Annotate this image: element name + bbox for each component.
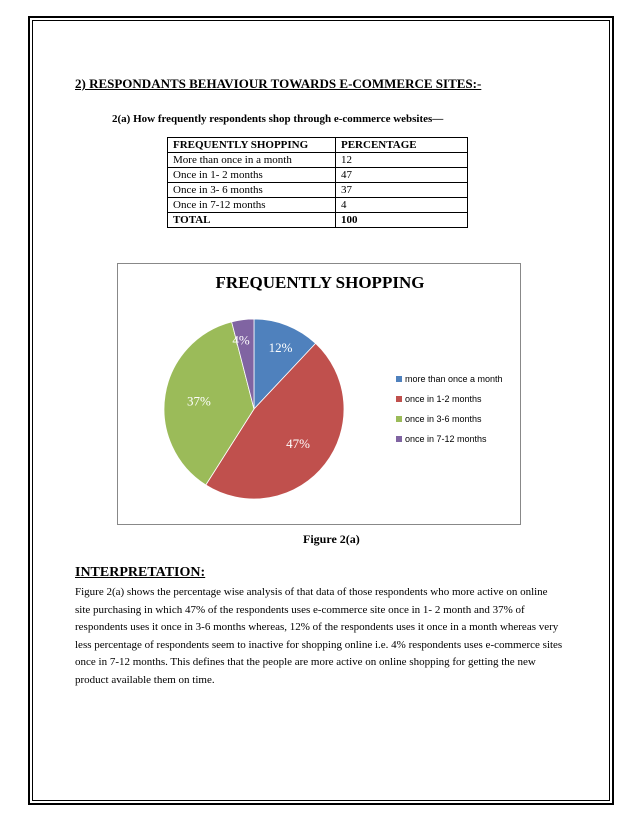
figure-caption: Figure 2(a) (303, 532, 360, 546)
legend-label: once in 7-12 months (405, 434, 487, 444)
table-row (168, 198, 468, 213)
table-cell: TOTAL (168, 213, 336, 228)
table-row (168, 153, 468, 168)
table-cell: 100 (336, 213, 468, 228)
table-cell: Once in 3- 6 months (168, 183, 336, 198)
table-header-cell: FREQUENTLY SHOPPING (168, 138, 336, 153)
section-heading: 2) RESPONDANTS BEHAVIOUR TOWARDS E-COMMERCE SITES:- (75, 76, 482, 91)
table-row (168, 168, 468, 183)
table-header-row (168, 138, 468, 153)
table-cell: Once in 7-12 months (168, 198, 336, 213)
frequency-table (167, 137, 468, 228)
table-row (168, 183, 468, 198)
pie-chart (118, 264, 520, 524)
legend-swatch (396, 436, 402, 442)
slice-data-label: 12% (268, 340, 293, 356)
legend-label: once in 3-6 months (405, 414, 482, 424)
table-header-cell: PERCENTAGE (336, 138, 468, 153)
legend-swatch (396, 396, 402, 402)
table-cell: 47 (336, 168, 468, 183)
table-total-row (168, 213, 468, 228)
chart-title: FREQUENTLY SHOPPING (215, 273, 425, 292)
slice-data-label: 47% (286, 436, 311, 452)
pie-chart-container (117, 263, 521, 525)
table-cell: 37 (336, 183, 468, 198)
legend-swatch (396, 416, 402, 422)
legend-swatch (396, 376, 402, 382)
interpretation-heading: INTERPRETATION: (75, 565, 206, 580)
sub-heading: 2(a) How frequently respondents shop through e-commerce websites— (112, 113, 444, 125)
legend-label: once in 1-2 months (405, 394, 482, 404)
table-cell: 12 (336, 153, 468, 168)
table-cell: More than once in a month (168, 153, 336, 168)
table-cell: Once in 1- 2 months (168, 168, 336, 183)
table-cell: 4 (336, 198, 468, 213)
slice-data-label: 4% (232, 332, 250, 348)
legend-label: more than once a month (405, 374, 503, 384)
interpretation-paragraph: Figure 2(a) shows the percentage wise analysis of that data of those respondents who more active on online site purchasing in which 47% of the respondents uses e-commerce site once in 1- 2 month and 37% of respondents uses it once in 3-6 months whereas, 12% of the respondents uses it once in a month whereas very less percentage of respondents seem to inactive for shopping online i.e. 4% respondents uses e-commerce sites once in 7-12 months. This defines that the people are more active on online shopping for getting the new product available them on time. (75, 586, 563, 686)
slice-data-label: 37% (186, 393, 211, 409)
